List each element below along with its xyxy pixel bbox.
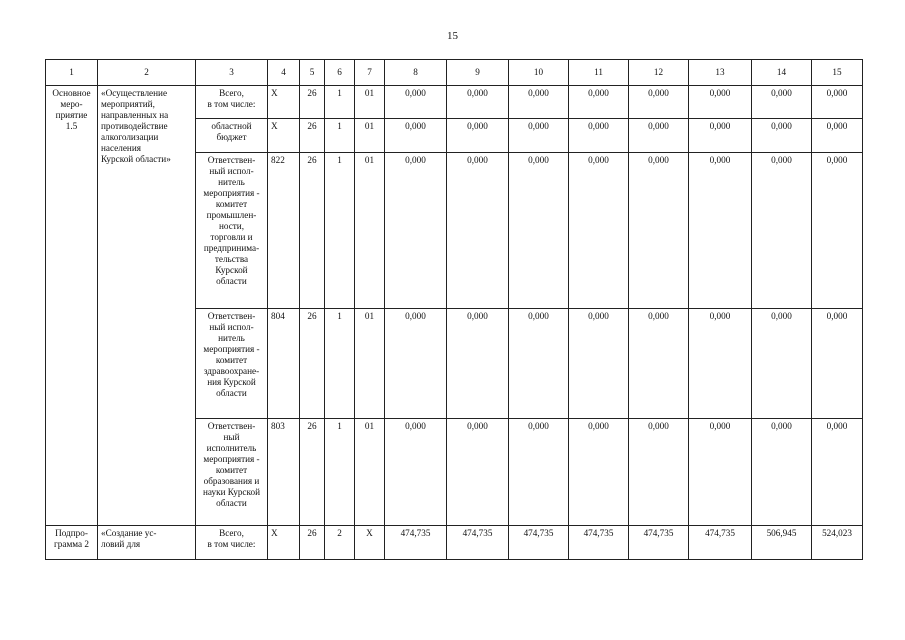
amount-cell: 0,000 — [629, 153, 689, 309]
amount-cell: 474,735 — [447, 526, 509, 560]
amount-cell: 0,000 — [385, 119, 447, 153]
program-code-cell: 26 — [300, 153, 325, 309]
column-header: 7 — [355, 60, 385, 86]
event-code-cell: 01 — [355, 153, 385, 309]
funding-source-cell: областной бюджет — [196, 119, 268, 153]
column-header: 4 — [268, 60, 300, 86]
subprogram-code-cell: 2 — [325, 526, 355, 560]
column-header: 3 — [196, 60, 268, 86]
funding-source-cell: Ответствен- ный исполнитель мероприятия - комитет образования и науки Курской области — [196, 419, 268, 526]
column-header: 5 — [300, 60, 325, 86]
amount-cell: 474,735 — [385, 526, 447, 560]
amount-cell: 0,000 — [385, 309, 447, 419]
subprogram-code-cell: 1 — [325, 309, 355, 419]
gr-code-cell: Х — [268, 119, 300, 153]
gr-code-cell: Х — [268, 86, 300, 119]
column-header: 14 — [752, 60, 812, 86]
column-header: 6 — [325, 60, 355, 86]
subprogram-code-cell: 1 — [325, 119, 355, 153]
amount-cell: 0,000 — [629, 119, 689, 153]
item-title-cell: «Создание ус- ловий для — [98, 526, 196, 560]
amount-cell: 474,735 — [509, 526, 569, 560]
item-title-cell: «Осуществление мероприятий, направленных на противодействие алкоголизации населения Курской области» — [98, 86, 196, 526]
table-row — [46, 526, 863, 560]
item-code-cell: Основное меро- приятие 1.5 — [46, 86, 98, 526]
program-code-cell: 26 — [300, 119, 325, 153]
column-number-row — [46, 60, 863, 86]
program-code-cell: 26 — [300, 309, 325, 419]
column-header: 1 — [46, 60, 98, 86]
gr-code-cell: Х — [268, 526, 300, 560]
event-code-cell: 01 — [355, 309, 385, 419]
amount-cell: 0,000 — [385, 153, 447, 309]
table-header — [46, 60, 863, 86]
amount-cell: 0,000 — [812, 419, 863, 526]
amount-cell: 0,000 — [752, 153, 812, 309]
program-code-cell: 26 — [300, 86, 325, 119]
funding-source-cell: Всего, в том числе: — [196, 526, 268, 560]
amount-cell: 0,000 — [569, 309, 629, 419]
event-code-cell: 01 — [355, 119, 385, 153]
amount-cell: 0,000 — [509, 119, 569, 153]
event-code-cell: Х — [355, 526, 385, 560]
amount-cell: 0,000 — [812, 153, 863, 309]
amount-cell: 474,735 — [569, 526, 629, 560]
amount-cell: 0,000 — [447, 119, 509, 153]
amount-cell: 0,000 — [447, 86, 509, 119]
gr-code-cell: 822 — [268, 153, 300, 309]
amount-cell: 0,000 — [752, 86, 812, 119]
column-header: 13 — [689, 60, 752, 86]
column-header: 2 — [98, 60, 196, 86]
amount-cell: 0,000 — [509, 153, 569, 309]
amount-cell: 0,000 — [689, 309, 752, 419]
funding-source-cell: Ответствен- ный испол- нитель мероприятия - комитет здравоохране- ния Курской области — [196, 309, 268, 419]
amount-cell: 0,000 — [447, 309, 509, 419]
funding-source-cell: Ответствен- ный испол- нитель мероприятия - комитет промышлен- ности, торговли и предпринима- тельства Курской области — [196, 153, 268, 309]
amount-cell: 0,000 — [752, 419, 812, 526]
amount-cell: 524,023 — [812, 526, 863, 560]
event-code-cell: 01 — [355, 86, 385, 119]
subprogram-code-cell: 1 — [325, 153, 355, 309]
amount-cell: 0,000 — [447, 153, 509, 309]
gr-code-cell: 803 — [268, 419, 300, 526]
column-header: 12 — [629, 60, 689, 86]
amount-cell: 474,735 — [629, 526, 689, 560]
amount-cell: 0,000 — [752, 119, 812, 153]
program-funding-table — [45, 59, 863, 560]
amount-cell: 506,945 — [752, 526, 812, 560]
subprogram-code-cell: 1 — [325, 86, 355, 119]
table-row — [46, 86, 863, 119]
amount-cell: 0,000 — [689, 86, 752, 119]
amount-cell: 0,000 — [509, 309, 569, 419]
item-code-cell: Подпро- грамма 2 — [46, 526, 98, 560]
program-code-cell: 26 — [300, 526, 325, 560]
amount-cell: 0,000 — [629, 86, 689, 119]
amount-cell: 0,000 — [569, 419, 629, 526]
column-header: 10 — [509, 60, 569, 86]
amount-cell: 0,000 — [447, 419, 509, 526]
amount-cell: 0,000 — [569, 86, 629, 119]
amount-cell: 0,000 — [689, 119, 752, 153]
program-code-cell: 26 — [300, 419, 325, 526]
amount-cell: 0,000 — [629, 309, 689, 419]
amount-cell: 0,000 — [509, 86, 569, 119]
column-header: 15 — [812, 60, 863, 86]
event-code-cell: 01 — [355, 419, 385, 526]
amount-cell: 0,000 — [812, 86, 863, 119]
amount-cell: 0,000 — [689, 153, 752, 309]
column-header: 9 — [447, 60, 509, 86]
amount-cell: 0,000 — [385, 86, 447, 119]
column-header: 8 — [385, 60, 447, 86]
amount-cell: 0,000 — [509, 419, 569, 526]
amount-cell: 0,000 — [629, 419, 689, 526]
amount-cell: 0,000 — [812, 119, 863, 153]
amount-cell: 0,000 — [752, 309, 812, 419]
column-header: 11 — [569, 60, 629, 86]
table-body — [46, 86, 863, 560]
page-number: 15 — [447, 30, 458, 42]
amount-cell: 474,735 — [689, 526, 752, 560]
amount-cell: 0,000 — [385, 419, 447, 526]
subprogram-code-cell: 1 — [325, 419, 355, 526]
gr-code-cell: 804 — [268, 309, 300, 419]
amount-cell: 0,000 — [689, 419, 752, 526]
amount-cell: 0,000 — [569, 119, 629, 153]
amount-cell: 0,000 — [569, 153, 629, 309]
funding-source-cell: Всего, в том числе: — [196, 86, 268, 119]
amount-cell: 0,000 — [812, 309, 863, 419]
